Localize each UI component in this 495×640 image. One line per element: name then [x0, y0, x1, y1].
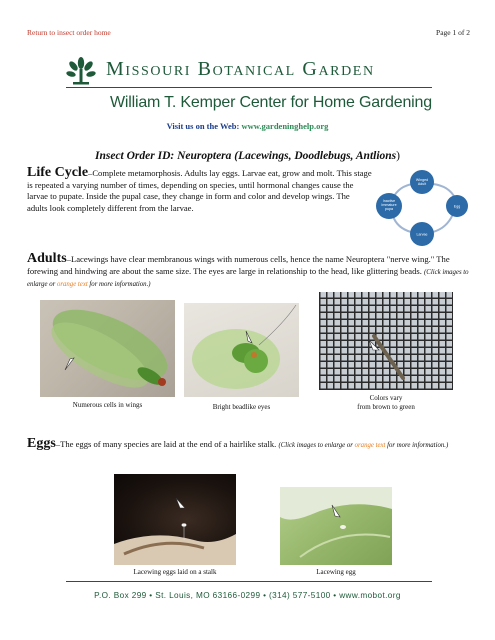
footer-divider — [66, 581, 432, 582]
eggs-section — [27, 438, 469, 452]
website-link[interactable]: www.gardeninghelp.org — [241, 121, 329, 131]
node-pupa-label-2: Immature — [381, 203, 397, 207]
footer-address: P.O. Box 299 • St. Louis, MO 63166-0299 • (314) 577-5100 • www.mobot.org — [94, 591, 401, 600]
website-prefix: Visit us on the Web: — [166, 121, 242, 131]
eggs-heading: Eggs — [27, 436, 56, 451]
adults-section — [27, 253, 469, 291]
header-divider — [66, 87, 432, 88]
adults-note-a: (Click images to enlarge or — [27, 268, 469, 289]
node-pupa-label: Inactive — [382, 199, 396, 203]
subheading: William T. Kemper Center for Home Gardening — [110, 94, 432, 111]
life-cycle-text: –Complete metamorphosis. Adults lay eggs. Larvae eat, grow and molt. This stage is repeated a varying number of times, depending on species, until hormonal changes cause the larvae to pupate. Inside the pupal case, they change in form and color and develop wings. The adults look completely different from the larvae. — [27, 168, 372, 213]
title-text: Insect Order ID: Neuroptera (Lacewings, Doodlebugs, Antlions — [95, 150, 397, 162]
life-cycle-heading: Life Cycle — [27, 165, 89, 180]
caption-eggs-stalk: Lacewing eggs laid on a stalk — [133, 568, 217, 576]
caption-colors-line1: Colors vary — [369, 394, 403, 402]
caption-egg: Lacewing egg — [316, 568, 356, 576]
adults-heading: Adults — [27, 251, 67, 266]
caption-colors — [319, 394, 453, 412]
photo-eggs-stalk[interactable] — [114, 474, 236, 565]
back-link[interactable]: Return to insect order home — [27, 28, 111, 37]
photo-lacewing-egg[interactable] — [280, 487, 392, 565]
node-adult-label-2: Adult — [417, 182, 427, 186]
title-close-paren: ) — [396, 150, 400, 162]
life-cycle-section — [27, 167, 372, 214]
photo-lacewing-eyes[interactable] — [184, 303, 299, 397]
caption-colors-line2: from brown to green — [357, 403, 415, 411]
node-larvae-label: Larvae — [416, 232, 428, 237]
adults-text: –Lacewings have clear membranous wings with numerous cells, hence the name Neuroptera "nerve wing." The forewing and hindwing are about the same size. The eyes are large in relationship to the head, like glittering beads. — [27, 254, 450, 276]
caption-eyes: Bright beadlike eyes — [212, 403, 271, 411]
website-line — [0, 121, 495, 131]
org-name: Missouri Botanical Garden — [106, 58, 375, 80]
node-egg-label: Egg — [453, 204, 461, 209]
eggs-note-b: for more information.) — [385, 442, 449, 449]
life-cycle-diagram — [375, 168, 473, 250]
eggs-text: –The eggs of many species are laid at the end of a hairlike stalk. — [55, 439, 279, 449]
mbg-logo-icon — [66, 56, 96, 86]
page-number: Page 1 of 2 — [436, 28, 470, 37]
eggs-orange-link[interactable]: orange text — [354, 442, 386, 449]
eggs-note-a: (Click images to enlarge or — [278, 442, 355, 449]
adults-note-b: for more information.) — [87, 281, 151, 289]
node-pupa-label-3: pupa — [385, 207, 393, 211]
photo-lacewing-wings[interactable] — [40, 300, 175, 397]
node-adult-label: Winged — [415, 178, 429, 182]
photo-lacewing-screen[interactable] — [319, 292, 453, 390]
page-title — [0, 150, 495, 162]
caption-wings: Numerous cells in wings — [72, 401, 143, 409]
adults-orange-link[interactable]: orange text — [56, 281, 88, 289]
